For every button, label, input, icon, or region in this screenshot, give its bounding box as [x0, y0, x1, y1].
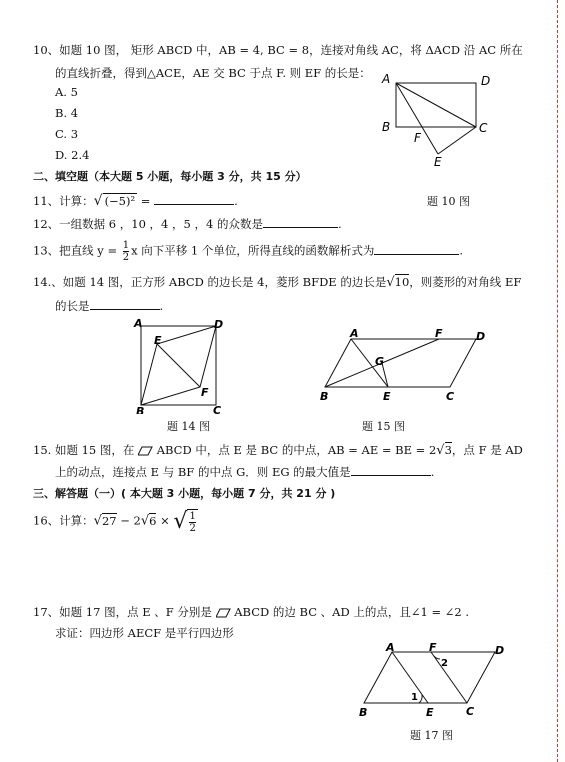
- q15-line1b: ABCD 中，点 E 是 BC 的中点，AB = AE = BE = 2: [156, 443, 437, 457]
- q13-num: 1: [122, 240, 130, 251]
- q10-option-b: B. 4: [55, 106, 79, 120]
- q13-suffix: x 向下平移 1 个单位，所得直线的函数解析式为: [131, 243, 375, 258]
- q15-answer-blank: [351, 463, 431, 476]
- q10-option-c: C. 3: [55, 127, 79, 141]
- q10-caption: 题 10 图: [427, 195, 470, 208]
- q13: 13、把直线 y = $\frac{1}{2}$ x 向下平移 1 个单位，所得直线的函数解析式为 .: [33, 240, 464, 263]
- q15-line1a: 15. 如题 15 图，在: [33, 443, 135, 457]
- q17-label-e: E: [426, 706, 434, 719]
- parallelogram-symbol-icon: [216, 608, 231, 618]
- q15-label-b: B: [320, 390, 329, 403]
- q17-line1a: 17、如题 17 图，点 E 、F 分别是: [33, 605, 212, 619]
- q10-label-e: E: [434, 155, 442, 169]
- q11: 11、计算：√ (−5)² = .: [33, 193, 238, 209]
- q11-prefix: 11、计算：: [33, 194, 94, 208]
- section-3-heading: 三、解答题（一）( 本大题 3 小题，每小题 7 分，共 21 分 ): [33, 487, 336, 500]
- q13-den: 2: [122, 252, 130, 263]
- q14-line1: 14.、如题 14 图，正方形 ABCD 的边长是 4，菱形 BFDE 的边长是√10，则菱形的对角线 EF: [33, 275, 522, 290]
- q12-answer-blank: [263, 215, 338, 228]
- q15-line1: 15. 如题 15 图，在 ABCD 中，点 E 是 BC 的中点，AB = AE = BE = 2√3，点 F 是 AD: [33, 443, 523, 458]
- q10-line2: 的直线折叠，得到△ACE，AE 交 BC 于点 F. 则 EF 的长是：: [55, 66, 371, 80]
- q16-r2: 6: [149, 513, 157, 528]
- q10-figure: [378, 70, 503, 170]
- binding-margin-line: [557, 0, 558, 762]
- q16-r1: 27: [101, 513, 117, 528]
- q17-line2: 求证：四边形 AECF 是平行四边形: [55, 626, 234, 640]
- q11-answer-blank: [154, 192, 234, 205]
- q14-label-c: C: [213, 404, 222, 414]
- q15-label-e: E: [383, 390, 391, 403]
- q15-label-c: C: [446, 390, 455, 403]
- q17-label-d: D: [495, 644, 505, 657]
- q16-num: 1: [189, 511, 196, 522]
- q15-label-d: D: [476, 330, 486, 343]
- q14-caption: 题 14 图: [167, 420, 210, 433]
- q14-label-e: E: [154, 334, 162, 347]
- q10-label-d: D: [481, 74, 491, 88]
- q15-line1c: ，点 F 是 AD: [451, 443, 523, 457]
- q13-answer-blank: [374, 242, 459, 255]
- q17-label-b: B: [359, 706, 368, 719]
- q10-label-f: F: [414, 131, 421, 145]
- q12: 12、一组数据 6 ，10 ，4 ，5 ，4 的众数是 .: [33, 217, 342, 231]
- q17-label-a: A: [386, 642, 395, 654]
- q15-label-g: G: [375, 355, 385, 368]
- q17-label-f: F: [429, 642, 437, 654]
- q10-option-d: D. 2.4: [55, 148, 90, 162]
- q14-line2: 的长是 .: [55, 299, 164, 313]
- q11-eq: =: [137, 194, 155, 208]
- q15-line2: 上的动点，连接点 E 与 BF 的中点 G．则 EG 的最大值是 .: [55, 465, 435, 479]
- q16-mid: − 2: [116, 513, 141, 528]
- q17-line1: [33, 604, 469, 620]
- q14-label-f: F: [201, 386, 209, 399]
- q14-line1a: 14.、如题 14 图，正方形 ABCD 的边长是 4，菱形 BFDE 的边长是: [33, 275, 387, 289]
- q10-line1: 10、如题 10 图， 矩形 ABCD 中，AB = 4, BC = 8，连接对角线 AC，将 ΔACD 沿 AC 所在: [33, 43, 523, 57]
- q17-angle-1: 1: [411, 692, 418, 703]
- q14-answer-blank: [90, 297, 160, 310]
- q15-line2-text: 上的动点，连接点 E 与 BF 的中点 G．则 EG 的最大值是: [55, 465, 351, 479]
- q15-figure: [315, 322, 490, 407]
- q15-sqrt: 3: [444, 443, 452, 457]
- q14-line2-text: 的长是: [55, 299, 90, 313]
- q10-option-a: A. 5: [55, 85, 78, 99]
- q15-label-a: A: [350, 327, 359, 340]
- parallelogram-symbol-icon: [138, 446, 153, 456]
- q12-text: 12、一组数据 6 ，10 ，4 ，5 ，4 的众数是: [33, 217, 263, 231]
- q17-label-c: C: [466, 705, 475, 718]
- q17-caption: 题 17 图: [410, 729, 453, 742]
- q14-label-a: A: [134, 317, 143, 330]
- q16-den: 2: [189, 523, 196, 534]
- q14-sqrt: 10: [394, 275, 410, 289]
- q14-label-b: B: [136, 405, 145, 414]
- q15-caption: 题 15 图: [362, 420, 405, 433]
- q17-angle-2: 2: [441, 658, 448, 669]
- section-2-heading: 二、填空题（本大题 5 小题，每小题 3 分，共 15 分）: [33, 170, 307, 183]
- q10-label-c: C: [479, 121, 488, 135]
- q11-expr: (−5)²: [104, 194, 136, 208]
- q16-times: ×: [156, 513, 174, 528]
- q10-label-b: B: [382, 120, 391, 134]
- q14-figure: [130, 314, 230, 414]
- q15-label-f: F: [435, 327, 443, 340]
- q16: 16、计算：√27 − 2√6 × √ $\frac{1}{2}$: [33, 509, 196, 534]
- q13-prefix: 13、把直线 y =: [33, 243, 118, 258]
- q17-line1b: ABCD 的边 BC 、AD 上的点，且∠1 = ∠2 .: [234, 605, 469, 619]
- q16-prefix: 16、计算：: [33, 513, 94, 528]
- q10-label-a: A: [382, 72, 391, 86]
- q14-label-d: D: [214, 318, 224, 331]
- q14-line1b: ，则菱形的对角线 EF: [409, 275, 522, 289]
- q17-figure: [355, 642, 510, 722]
